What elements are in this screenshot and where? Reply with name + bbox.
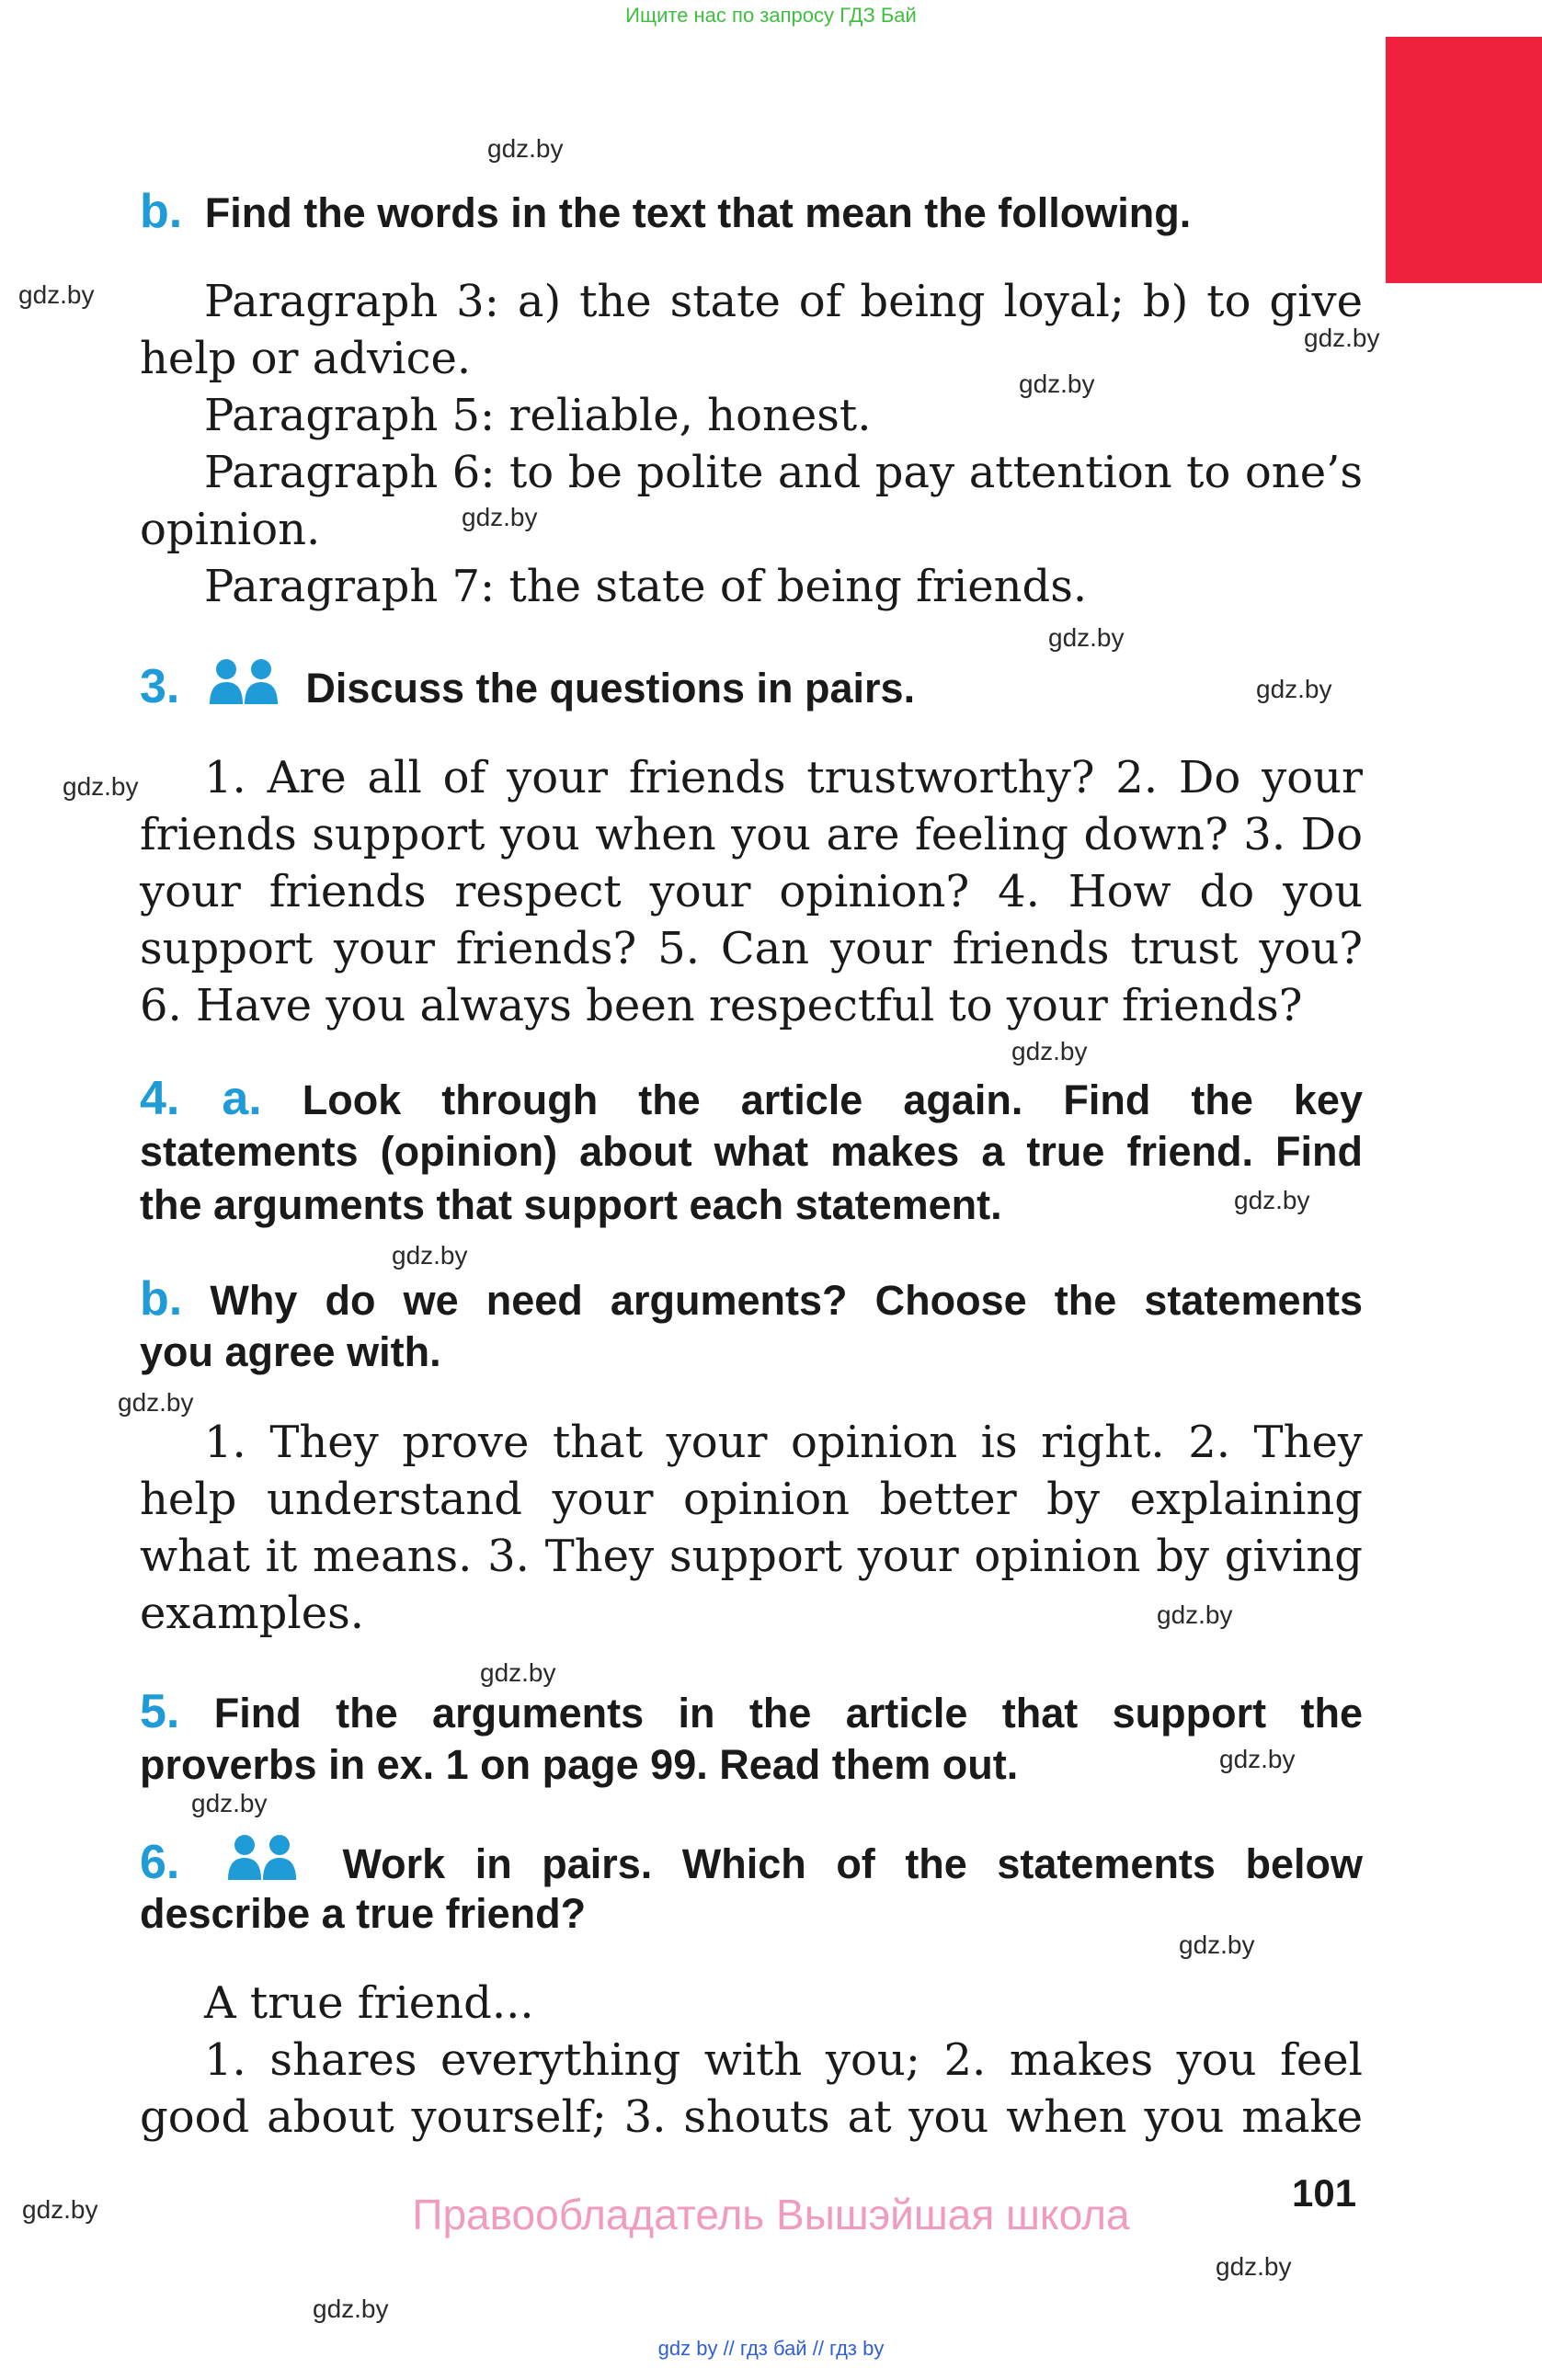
watermark: gdz.by xyxy=(462,503,538,531)
question-line: support your friends? 5. Can your friends trust you? xyxy=(140,923,1363,974)
task-number: 3. xyxy=(140,660,180,713)
task-4a-heading xyxy=(140,1072,1363,1127)
definition-paragraph-3 xyxy=(140,273,1363,330)
task-6-instruction-line: describe a true friend? xyxy=(140,1890,587,1937)
watermark: gdz.by xyxy=(487,134,564,163)
definition-paragraph-7: Paragraph 7: the state of being friends. xyxy=(204,561,1088,612)
task-5-heading xyxy=(140,1685,1363,1740)
footer-links: gdz by // гдз бай // гдз by xyxy=(657,2337,885,2360)
task-6-heading xyxy=(140,1834,1363,1895)
rights-holder-notice: Правообладатель Вышэйшая школа xyxy=(412,2191,1130,2238)
watermark: gdz.by xyxy=(1219,1745,1296,1773)
pair-work-icon xyxy=(208,658,281,719)
question-line: friends support you when you are feeling down? 3. Do xyxy=(140,809,1363,860)
watermark: gdz.by xyxy=(63,772,139,801)
watermark: gdz.by xyxy=(1216,2252,1292,2281)
task-instruction: Work in pairs. Which of the statements below xyxy=(342,1840,1363,1887)
watermark: gdz.by xyxy=(1234,1186,1310,1214)
statement-line: help understand your opinion better by explaining xyxy=(140,1474,1363,1525)
definition-paragraph-6-cont: opinion. xyxy=(140,504,321,555)
task-number: b. xyxy=(140,185,183,238)
watermark: gdz.by xyxy=(1304,324,1380,352)
watermark: gdz.by xyxy=(1019,370,1095,398)
task-4a-instruction-line: statements (opinion) about what makes a true friend. Find xyxy=(140,1128,1363,1175)
task-number: b. xyxy=(140,1272,183,1326)
task-instruction: Find the arguments in the article that support the xyxy=(213,1690,1363,1737)
task-number: 4. a. xyxy=(140,1072,262,1125)
task-3-heading xyxy=(140,658,1363,719)
statement-line: examples. xyxy=(140,1588,364,1639)
task-instruction: Find the words in the text that mean the following. xyxy=(204,189,1192,236)
task-instruction: Why do we need arguments? Choose the statements xyxy=(210,1277,1363,1324)
top-banner: Ищите нас по запросу ГДЗ Бай xyxy=(625,4,917,27)
statement-line: good about yourself; 3. shouts at you when you make xyxy=(140,2091,1363,2143)
pair-work-icon xyxy=(226,1834,300,1895)
statement-line: 1. They prove that your opinion is right. 2. They xyxy=(204,1417,1363,1468)
task-number: 6. xyxy=(140,1836,180,1889)
watermark: gdz.by xyxy=(191,1789,268,1817)
task-5-instruction-line: proverbs in ex. 1 on page 99. Read them out. xyxy=(140,1741,1019,1788)
task-instruction: Look through the article again. Find the key xyxy=(302,1076,1363,1123)
task-instruction: Discuss the questions in pairs. xyxy=(305,665,916,712)
task-4a-instruction-line: the arguments that support each statement. xyxy=(140,1181,1002,1228)
watermark: gdz.by xyxy=(480,1658,556,1687)
watermark: gdz.by xyxy=(313,2295,389,2323)
statement-line: what it means. 3. They support your opinion by giving xyxy=(140,1531,1363,1582)
watermark: gdz.by xyxy=(18,280,95,309)
watermark: gdz.by xyxy=(392,1241,468,1270)
true-friend-intro: A true friend... xyxy=(204,1977,534,2029)
statement-line: 1. shares everything with you; 2. makes you feel xyxy=(204,2034,1363,2086)
paragraph-text: Paragraph 3: a) the state of being loyal; b) to give xyxy=(204,276,1363,327)
task-4b-instruction-line: you agree with. xyxy=(140,1328,441,1375)
watermark: gdz.by xyxy=(1011,1037,1088,1065)
watermark: gdz.by xyxy=(118,1388,194,1417)
definition-paragraph-3-cont: help or advice. xyxy=(140,333,472,384)
definition-paragraph-6 xyxy=(140,444,1363,501)
task-number: 5. xyxy=(140,1685,180,1738)
watermark: gdz.by xyxy=(1048,623,1125,652)
question-line: your friends respect your opinion? 4. How do you xyxy=(140,866,1363,917)
task-4b-heading xyxy=(140,1272,1363,1327)
question-line: 6. Have you always been respectful to your friends? xyxy=(140,980,1303,1031)
watermark: gdz.by xyxy=(1256,675,1332,703)
definition-paragraph-5: Paragraph 5: reliable, honest. xyxy=(204,390,872,441)
paragraph-text: Paragraph 6: to be polite and pay attention to one’s xyxy=(204,447,1363,498)
watermark: gdz.by xyxy=(22,2195,98,2224)
question-line: 1. Are all of your friends trustworthy? 2. Do your xyxy=(204,752,1363,803)
watermark: gdz.by xyxy=(1179,1930,1255,1959)
task-2b-heading xyxy=(140,185,1363,240)
section-color-tab xyxy=(1386,37,1542,283)
page-number: 101 xyxy=(1292,2171,1357,2215)
watermark: gdz.by xyxy=(1157,1600,1233,1629)
